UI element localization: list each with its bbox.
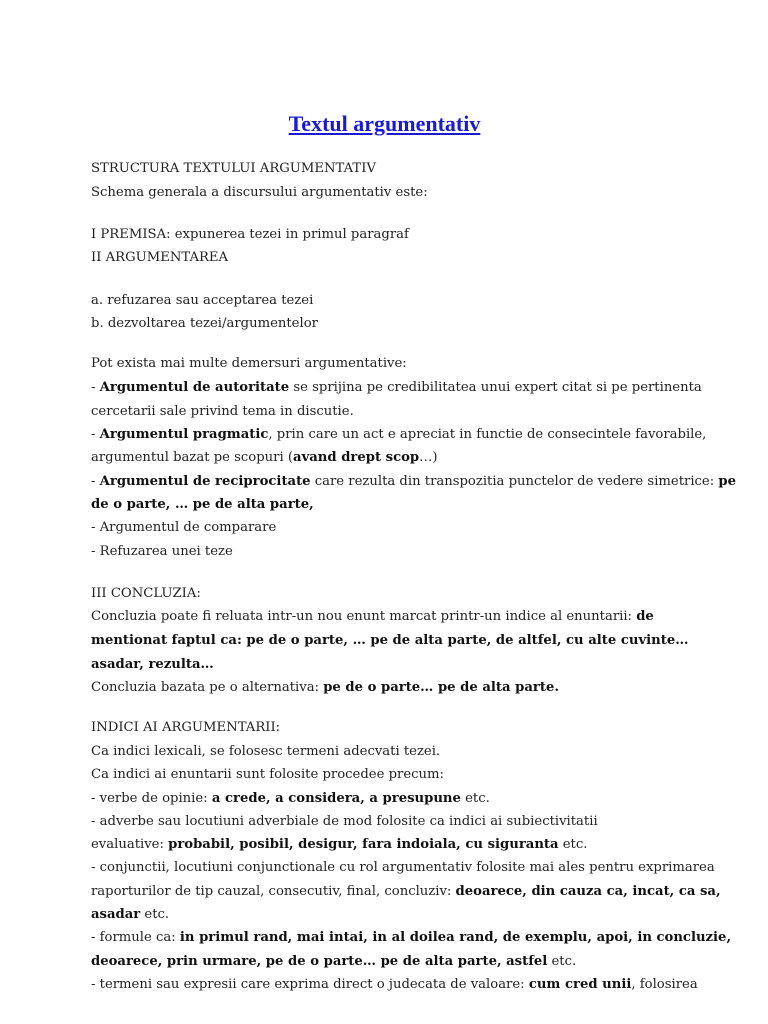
premise-line: I PREMISA: expunerea tezei in primul paragraf	[91, 227, 409, 242]
list-item: a. refuzarea sau acceptarea tezei	[91, 293, 314, 308]
bold-term: a crede, a considera, a presupune	[211, 791, 461, 806]
text-line: cercetarii sale privind tema in discutie.	[91, 404, 354, 419]
bold-term: probabil, posibil, desigur, fara indoiala, cu siguranta	[168, 837, 559, 852]
text-span: evaluative:	[91, 837, 169, 852]
text-line	[91, 653, 214, 677]
text-span: etc.	[460, 791, 490, 806]
text-line: Ca indici lexicali, se folosesc termeni adecvati tezei.	[91, 744, 441, 759]
text-line	[91, 787, 490, 811]
text-line	[91, 973, 698, 997]
section-heading-structure: STRUCTURA TEXTULUI ARGUMENTATIV	[91, 161, 376, 176]
text-span: …)	[419, 450, 438, 465]
text-line	[91, 833, 587, 857]
text-line: - conjunctii, locutiuni conjunctionale cu rol argumentativ folosite mai ales pentru exprimarea	[91, 860, 715, 875]
text-span: etc.	[558, 837, 588, 852]
bold-term: Argumentul pragmatic	[99, 427, 269, 442]
text-span: care rezulta din transpozitia punctelor de vedere simetrice:	[310, 474, 719, 489]
text-span: etc.	[140, 907, 170, 922]
text-line: Schema generala a discursului argumentativ este:	[91, 185, 428, 200]
text-span: argumentul bazat pe scopuri (	[91, 450, 294, 465]
indices-heading: INDICI AI ARGUMENTARII:	[91, 720, 281, 735]
text-line	[91, 880, 721, 904]
bold-term: pe	[718, 474, 736, 489]
bold-term: in primul rand, mai intai, in al doilea rand, de exemplu, apoi, in concluzie,	[179, 930, 732, 945]
text-line	[91, 376, 702, 400]
bold-term: avand drept scop	[293, 450, 420, 465]
text-line	[91, 903, 169, 927]
text-line	[91, 629, 688, 653]
text-line	[91, 446, 437, 470]
list-item: b. dezvoltarea tezei/argumentelor	[91, 316, 318, 331]
bold-term: de o parte, … pe de alta parte,	[91, 497, 314, 512]
text-span: se sprijina pe credibilitatea unui expert citat si pe pertinenta	[289, 380, 702, 395]
text-line	[91, 470, 736, 494]
text-span: etc.	[547, 954, 577, 969]
text-span: Concluzia poate fi reluata intr-un nou enunt marcat printr-un indice al enuntarii:	[91, 609, 637, 624]
text-span: Concluzia bazata pe o alternativa:	[91, 680, 324, 695]
list-item: - Argumentul de comparare	[91, 520, 277, 535]
text-span: - formule ca:	[91, 930, 180, 945]
text-span: -	[91, 474, 100, 489]
text-line: - adverbe sau locutiuni adverbiale de mod folosite ca indici ai subiectivitatii	[91, 814, 598, 829]
text-line	[91, 926, 731, 950]
bold-term: Argumentul de autoritate	[99, 380, 290, 395]
bold-term: deoarece, din cauza ca, incat, ca sa,	[455, 884, 721, 899]
text-span: -	[91, 427, 100, 442]
text-span: - verbe de opinie:	[91, 791, 212, 806]
text-line	[91, 676, 559, 700]
bold-term: deoarece, prin urmare, pe de o parte… pe de alta parte, astfel	[91, 954, 548, 969]
text-line	[91, 605, 654, 629]
bold-term: de	[636, 609, 654, 624]
bold-term: Argumentul de reciprocitate	[99, 474, 311, 489]
text-span: -	[91, 380, 100, 395]
conclusion-heading: III CONCLUZIA:	[91, 586, 201, 601]
bold-term: pe de o parte… pe de alta parte.	[323, 680, 559, 695]
argumentation-heading: II ARGUMENTAREA	[91, 250, 229, 265]
text-line: Pot exista mai multe demersuri argumentative:	[91, 356, 407, 371]
document-title: Textul argumentativ	[288, 111, 481, 136]
list-item: - Refuzarea unei teze	[91, 544, 233, 559]
text-span: , folosirea	[631, 977, 698, 992]
bold-term: asadar	[91, 907, 141, 922]
text-line	[91, 493, 314, 517]
bold-term: cum cred unii	[528, 977, 632, 992]
text-line: Ca indici ai enuntarii sunt folosite procedee precum:	[91, 767, 444, 782]
bold-term: mentionat faptul ca: pe de o parte, … pe de alta parte, de altfel, cu alte cuvinte…	[91, 633, 689, 648]
text-span: raporturilor de tip cauzal, consecutiv, final, concluziv:	[91, 884, 456, 899]
text-span: - termeni sau expresii care exprima direct o judecata de valoare:	[91, 977, 529, 992]
text-line	[91, 950, 576, 974]
bold-term: asadar, rezulta…	[91, 657, 214, 672]
text-line	[91, 423, 706, 447]
text-span: , prin care un act e apreciat in functie de consecintele favorabile,	[268, 427, 707, 442]
